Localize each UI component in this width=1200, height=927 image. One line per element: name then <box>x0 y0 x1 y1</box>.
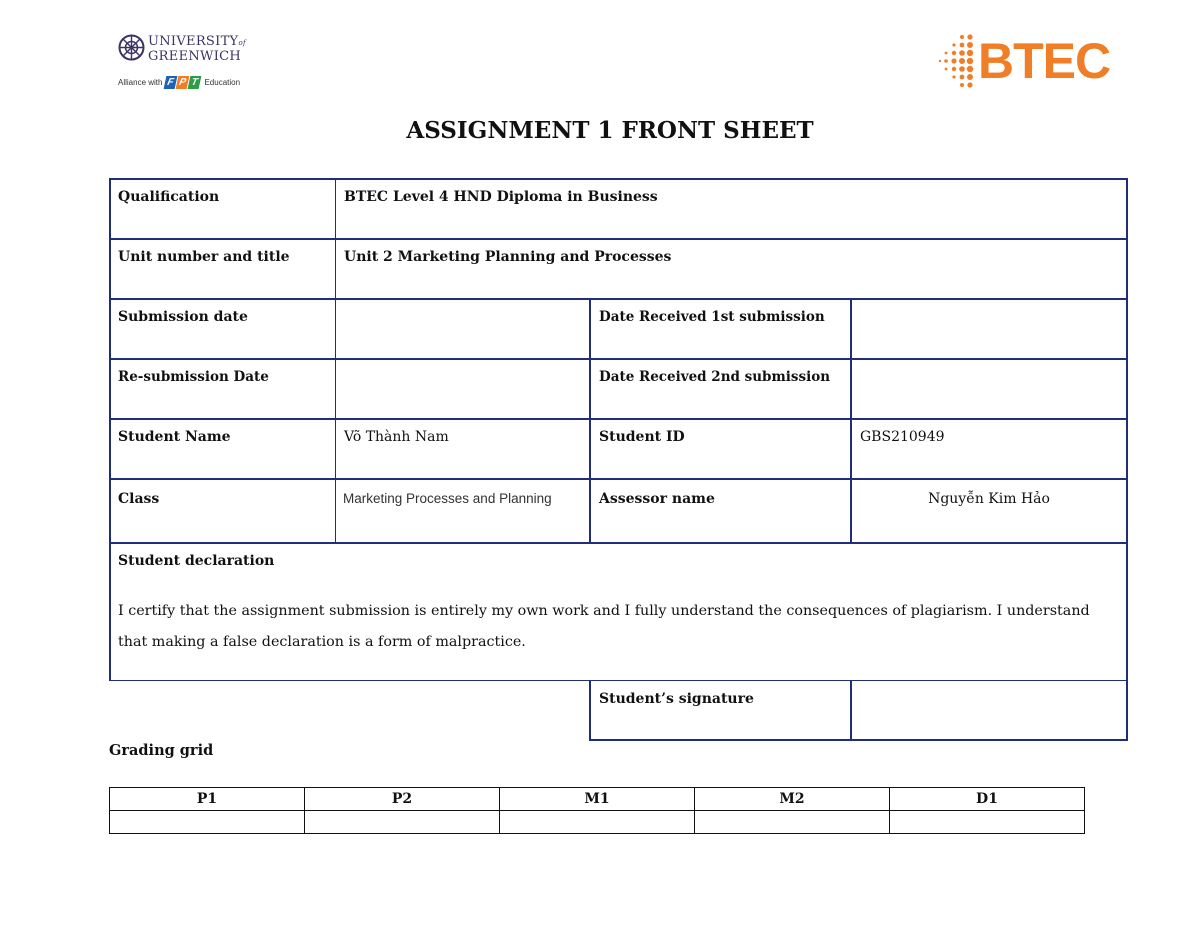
student-name-label: Student Name <box>118 429 231 445</box>
grading-grid <box>109 787 1085 834</box>
submission-date-label: Submission date <box>118 309 248 325</box>
date-received-2-value[interactable] <box>852 359 1126 418</box>
resubmission-value[interactable] <box>336 359 589 418</box>
grade-header-d1: D1 <box>890 788 1085 811</box>
btec-wordmark: BTEC <box>978 33 1111 89</box>
date-received-1-value[interactable] <box>852 299 1126 358</box>
grade-value-p1[interactable] <box>110 811 305 834</box>
grade-value-m1[interactable] <box>500 811 695 834</box>
grade-value-m2[interactable] <box>695 811 890 834</box>
university-seal-icon <box>118 34 145 61</box>
fpt-logo: F P T <box>165 76 201 89</box>
grade-header-p2: P2 <box>305 788 500 811</box>
grade-header-m1: M1 <box>500 788 695 811</box>
university-wordmark: UNIVERSITYof GREENWICH <box>148 34 246 64</box>
submission-date-value[interactable] <box>336 299 589 358</box>
btec-logo <box>936 33 1122 93</box>
signature-value[interactable] <box>852 681 1126 739</box>
assessor-value: Nguyễn Kim Hảo <box>928 491 1050 507</box>
alliance-line: Alliance with F P T Education <box>118 77 241 88</box>
unit-label: Unit number and title <box>118 249 290 265</box>
class-value: Marketing Processes and Planning <box>343 491 552 506</box>
grade-value-d1[interactable] <box>890 811 1085 834</box>
grading-header-row <box>110 788 1085 811</box>
student-name-value: Võ Thành Nam <box>344 429 449 445</box>
date-received-2-label: Date Received 2nd submission <box>599 369 831 385</box>
student-id-label: Student ID <box>599 429 685 445</box>
qualification-label: Qualification <box>118 189 220 205</box>
student-id-value: GBS210949 <box>860 429 945 445</box>
assessor-label: Assessor name <box>599 491 715 507</box>
class-label: Class <box>118 491 160 507</box>
grade-header-p1: P1 <box>110 788 305 811</box>
btec-dots-icon <box>936 33 980 89</box>
grade-value-p2[interactable] <box>305 811 500 834</box>
unit-value: Unit 2 Marketing Planning and Processes <box>344 249 672 265</box>
qualification-value: BTEC Level 4 HND Diploma in Business <box>344 189 658 205</box>
grading-grid-label: Grading grid <box>109 742 214 759</box>
resubmission-label: Re-submission Date <box>118 369 269 385</box>
university-of-greenwich-logo <box>118 34 248 94</box>
date-received-1-label: Date Received 1st submission <box>599 309 825 325</box>
grade-header-m2: M2 <box>695 788 890 811</box>
grading-value-row <box>110 811 1085 834</box>
declaration-heading: Student declaration <box>118 553 275 569</box>
declaration-text: I certify that the assignment submission is entirely my own work and I fully understand the consequences of plagiarism. I understand that making a false declaration is a form of malpractice. <box>118 603 1090 650</box>
page-title: ASSIGNMENT 1 FRONT SHEET <box>406 117 814 144</box>
signature-label: Student’s signature <box>599 691 754 707</box>
